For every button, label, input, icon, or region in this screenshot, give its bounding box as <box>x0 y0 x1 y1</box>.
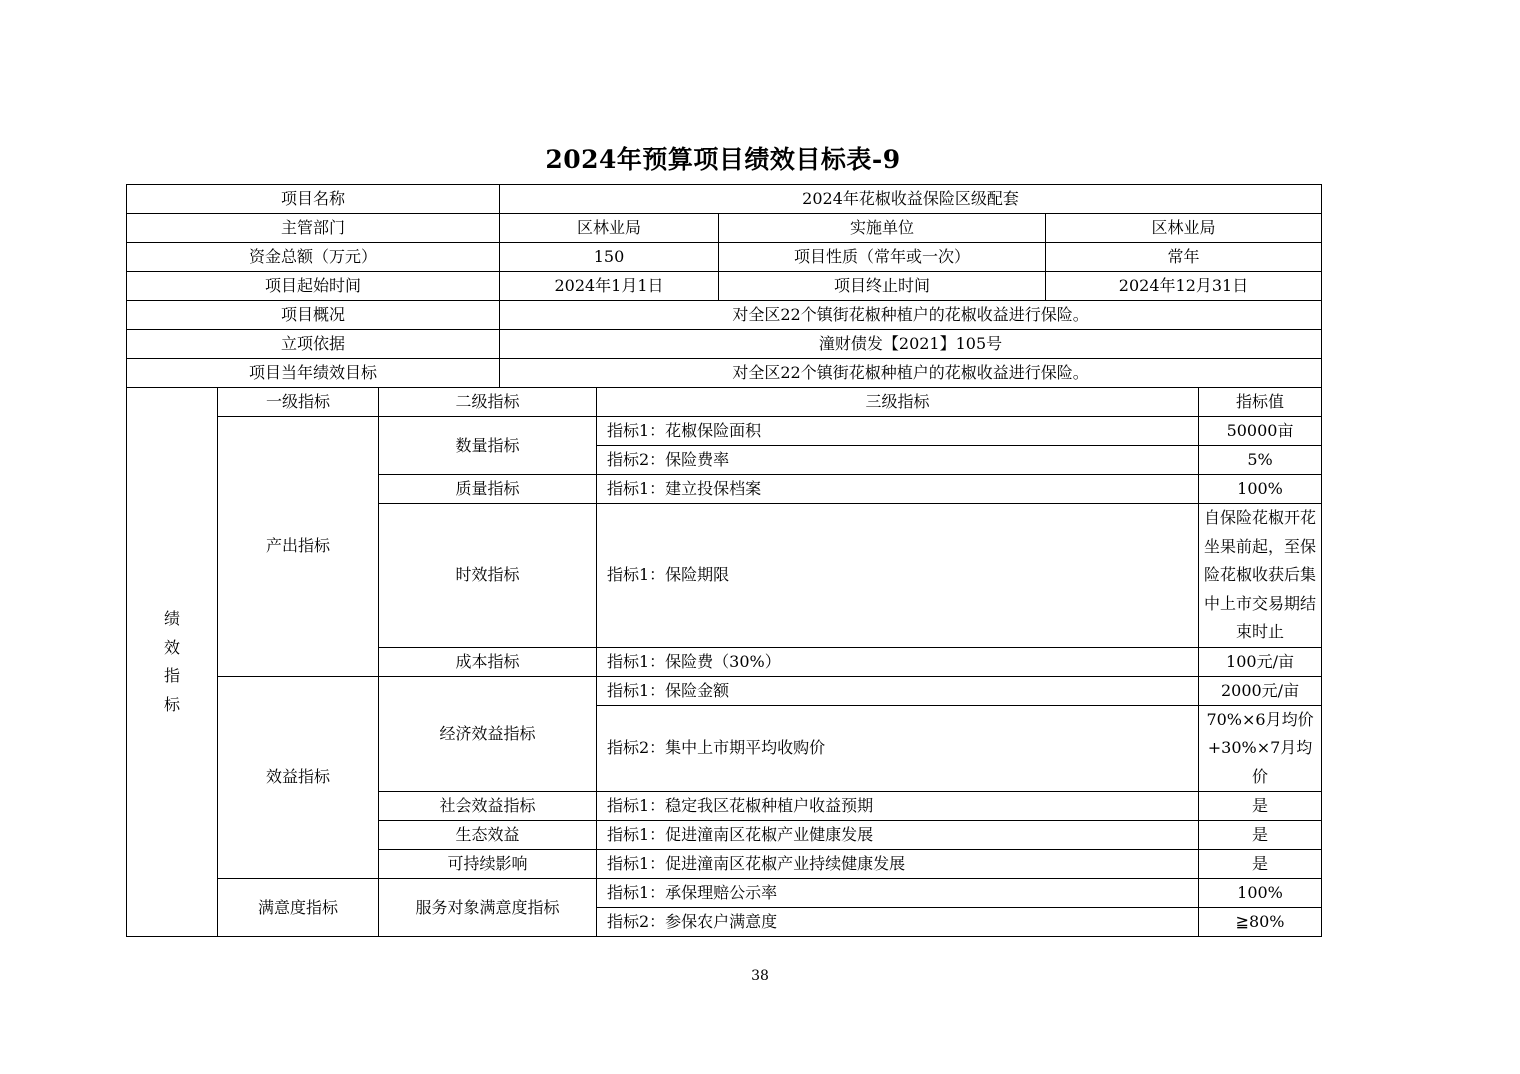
page-title: 2024年预算项目绩效目标表-9 <box>545 145 901 174</box>
level3-cell: 指标2：集中上市期平均收购价 <box>597 705 1199 792</box>
goal-value: 对全区22个镇街花椒种植户的花椒收益进行保险。 <box>500 359 1322 388</box>
satisfaction-indicator-label: 满意度指标 <box>218 879 379 937</box>
side-label-cell <box>127 388 218 937</box>
level3-cell: 指标1：保险费（30%） <box>597 647 1199 676</box>
fund-value: 150 <box>500 243 719 272</box>
level2-cell: 质量指标 <box>379 475 597 504</box>
goal-label: 项目当年绩效目标 <box>127 359 500 388</box>
level3-cell: 指标1：承保理赔公示率 <box>597 879 1199 908</box>
dept-label: 主管部门 <box>127 214 500 243</box>
output-indicator-label: 产出指标 <box>218 417 379 677</box>
level2-cell: 可持续影响 <box>379 850 597 879</box>
col-header-level2: 二级指标 <box>379 388 597 417</box>
value-cell: 100% <box>1199 475 1322 504</box>
fund-label: 资金总额（万元） <box>127 243 500 272</box>
table-row <box>127 214 1322 243</box>
value-cell: 50000亩 <box>1199 417 1322 446</box>
table-row <box>127 417 1322 446</box>
table-row <box>127 272 1322 301</box>
impl-value: 区林业局 <box>1046 214 1322 243</box>
level3-cell: 指标2：保险费率 <box>597 446 1199 475</box>
value-cell: 5% <box>1199 446 1322 475</box>
start-label: 项目起始时间 <box>127 272 500 301</box>
page-number: 38 <box>751 968 769 984</box>
table-row <box>127 879 1322 908</box>
value-cell: 是 <box>1199 792 1322 821</box>
col-header-value: 指标值 <box>1199 388 1322 417</box>
col-header-level3: 三级指标 <box>597 388 1199 417</box>
basis-value: 潼财债发【2021】105号 <box>500 330 1322 359</box>
table-row <box>127 185 1322 214</box>
level3-cell: 指标2：参保农户满意度 <box>597 908 1199 937</box>
start-value: 2024年1月1日 <box>500 272 719 301</box>
table-row <box>127 243 1322 272</box>
value-cell: 100元/亩 <box>1199 647 1322 676</box>
level2-cell: 数量指标 <box>379 417 597 475</box>
overview-label: 项目概况 <box>127 301 500 330</box>
level2-cell: 服务对象满意度指标 <box>379 879 597 937</box>
end-value: 2024年12月31日 <box>1046 272 1322 301</box>
end-label: 项目终止时间 <box>719 272 1046 301</box>
col-header-level1: 一级指标 <box>218 388 379 417</box>
performance-table <box>126 184 1322 937</box>
level3-cell: 指标1：建立投保档案 <box>597 475 1199 504</box>
value-cell: 70%×6月均价+30%×7月均价 <box>1199 705 1322 792</box>
nature-label: 项目性质（常年或一次） <box>719 243 1046 272</box>
level2-cell: 社会效益指标 <box>379 792 597 821</box>
value-cell: 是 <box>1199 850 1322 879</box>
level3-cell: 指标1：促进潼南区花椒产业健康发展 <box>597 821 1199 850</box>
table-row <box>127 388 1322 417</box>
table-row <box>127 301 1322 330</box>
level3-cell: 指标1：保险期限 <box>597 504 1199 648</box>
level3-cell: 指标1：稳定我区花椒种植户收益预期 <box>597 792 1199 821</box>
level3-cell: 指标1：花椒保险面积 <box>597 417 1199 446</box>
level2-cell: 经济效益指标 <box>379 676 597 792</box>
value-cell: 2000元/亩 <box>1199 676 1322 705</box>
performance-indicators-label: 绩效指标 <box>164 609 181 714</box>
overview-value: 对全区22个镇街花椒种植户的花椒收益进行保险。 <box>500 301 1322 330</box>
nature-value: 常年 <box>1046 243 1322 272</box>
level3-cell: 指标1：促进潼南区花椒产业持续健康发展 <box>597 850 1199 879</box>
level3-cell: 指标1：保险金额 <box>597 676 1199 705</box>
table-row <box>127 330 1322 359</box>
value-cell: 是 <box>1199 821 1322 850</box>
benefit-indicator-label: 效益指标 <box>218 676 379 879</box>
table-row <box>127 359 1322 388</box>
level2-cell: 时效指标 <box>379 504 597 648</box>
project-name-value: 2024年花椒收益保险区级配套 <box>500 185 1322 214</box>
value-cell: ≧80% <box>1199 908 1322 937</box>
project-name-label: 项目名称 <box>127 185 500 214</box>
level2-cell: 生态效益 <box>379 821 597 850</box>
value-cell: 自保险花椒开花坐果前起，至保险花椒收获后集中上市交易期结束时止 <box>1199 504 1322 648</box>
level2-cell: 成本指标 <box>379 647 597 676</box>
value-cell: 100% <box>1199 879 1322 908</box>
basis-label: 立项依据 <box>127 330 500 359</box>
dept-value: 区林业局 <box>500 214 719 243</box>
impl-label: 实施单位 <box>719 214 1046 243</box>
table-row <box>127 676 1322 705</box>
